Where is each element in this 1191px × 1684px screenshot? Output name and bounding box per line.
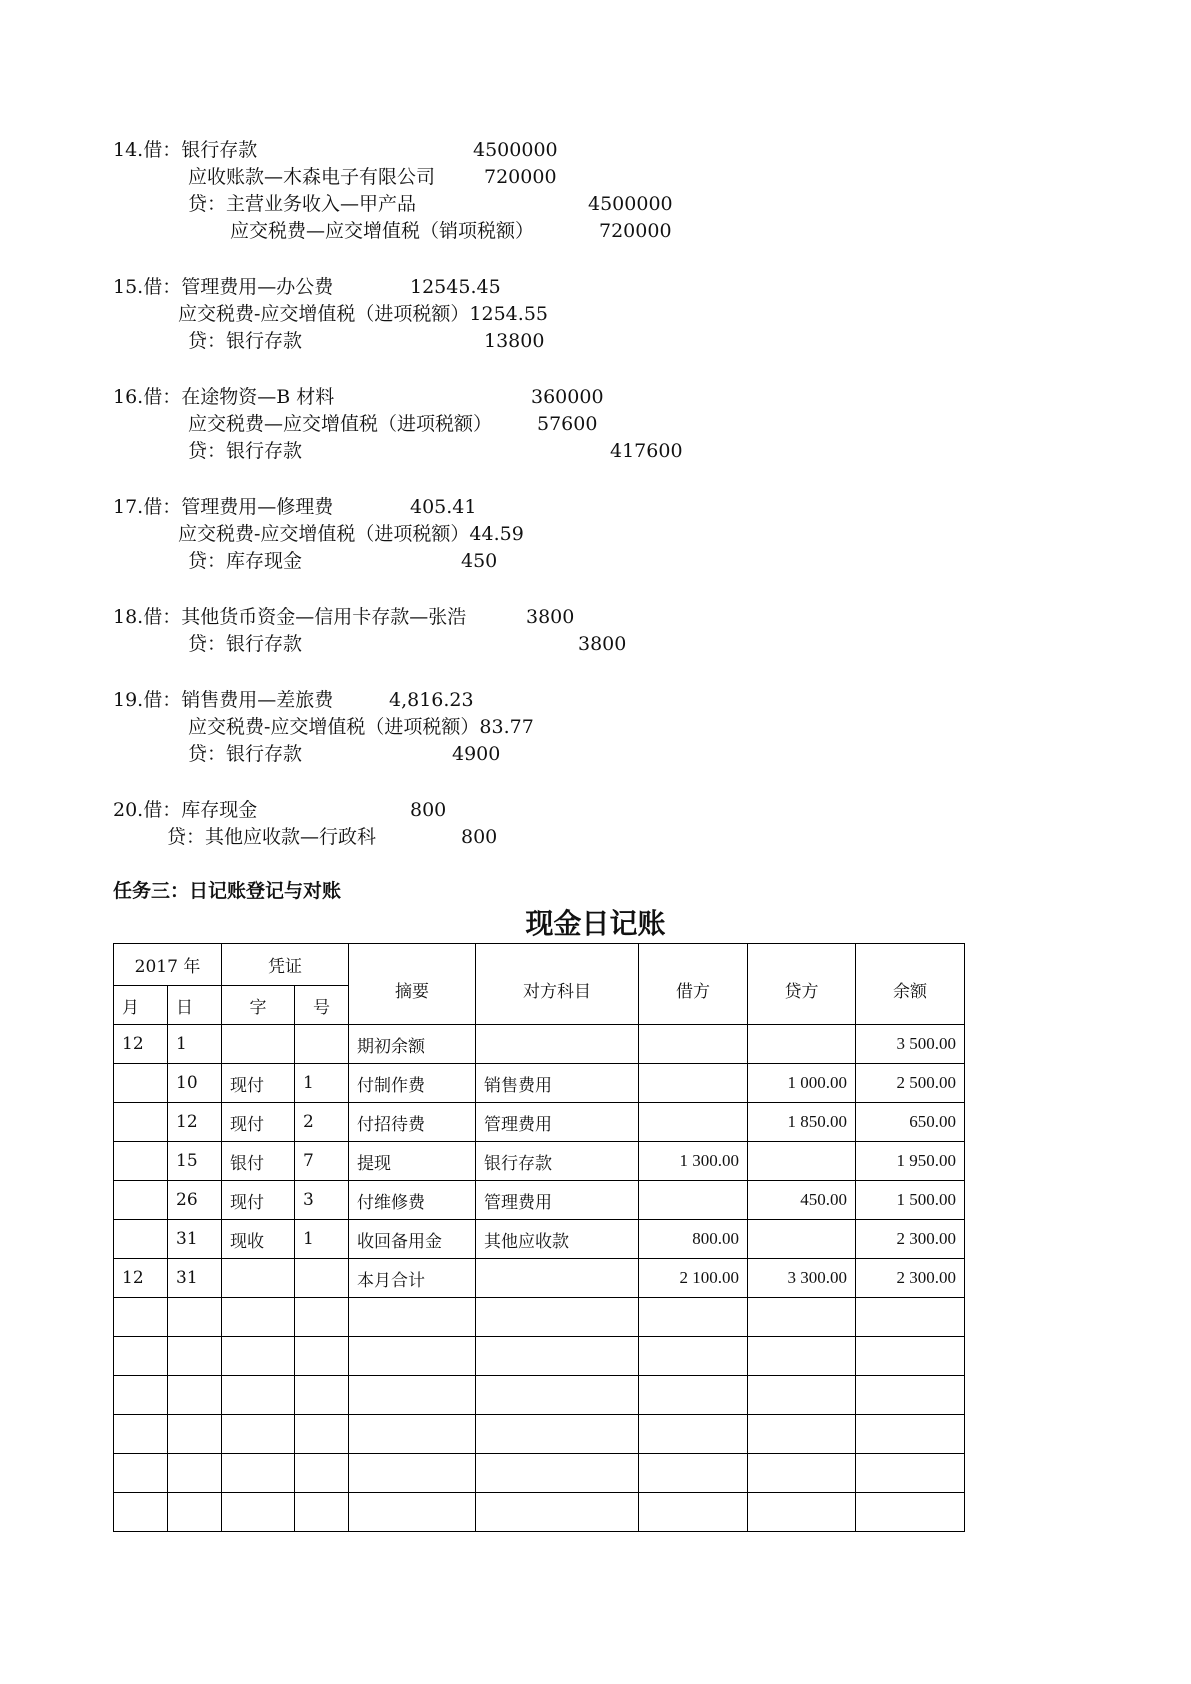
entry-line: 14.借：银行存款 xyxy=(113,139,258,161)
table-row xyxy=(114,1064,965,1103)
cell-balance xyxy=(856,1493,965,1532)
cell-balance: 2 500.00 xyxy=(856,1064,965,1103)
entry-amount: 4500000 xyxy=(473,139,558,161)
entry-amount: 3800 xyxy=(526,606,575,628)
table-row xyxy=(114,1181,965,1220)
cell-voucher-number xyxy=(295,1025,349,1064)
cell-voucher-type xyxy=(222,1337,295,1376)
table-row xyxy=(114,1025,965,1064)
cell-balance xyxy=(856,1454,965,1493)
cell-debit: 2 100.00 xyxy=(639,1259,748,1298)
entry-line: 贷：银行存款 xyxy=(188,743,303,765)
entry-line: 贷：主营业务收入—甲产品 xyxy=(188,193,417,215)
cell-credit xyxy=(748,1298,856,1337)
cell-day xyxy=(168,1298,222,1337)
cell-credit xyxy=(748,1415,856,1454)
cell-balance xyxy=(856,1415,965,1454)
table-row xyxy=(114,1220,965,1259)
entry-line: 贷：银行存款 xyxy=(188,330,303,352)
cell-summary: 收回备用金 xyxy=(349,1220,476,1259)
cell-debit xyxy=(639,1415,748,1454)
table-row xyxy=(114,1454,965,1493)
cell-credit: 450.00 xyxy=(748,1181,856,1220)
cell-month xyxy=(114,1181,168,1220)
header-credit: 贷方 xyxy=(748,944,856,1025)
entry-amount: 4,816.23 xyxy=(389,689,474,711)
cell-counter-account xyxy=(476,1454,639,1493)
cell-counter-account xyxy=(476,1259,639,1298)
entry-amount: 800 xyxy=(410,799,447,821)
cell-voucher-type xyxy=(222,1298,295,1337)
cell-summary xyxy=(349,1298,476,1337)
cell-voucher-number xyxy=(295,1454,349,1493)
cell-debit xyxy=(639,1298,748,1337)
entry-line: 贷：其他应收款—行政科 xyxy=(167,826,377,848)
cell-voucher-number xyxy=(295,1298,349,1337)
cell-voucher-number: 7 xyxy=(295,1142,349,1181)
entry-line: 应交税费-应交增值税（进项税额）1254.55 xyxy=(178,303,548,325)
entry-line: 贷：库存现金 xyxy=(188,550,303,572)
entry-amount: 360000 xyxy=(531,386,604,408)
cell-month xyxy=(114,1142,168,1181)
cell-debit: 800.00 xyxy=(639,1220,748,1259)
cell-credit xyxy=(748,1337,856,1376)
ledger-title: 现金日记账 xyxy=(525,907,666,940)
cell-voucher-number xyxy=(295,1376,349,1415)
entry-amount: 417600 xyxy=(610,440,683,462)
cell-balance: 2 300.00 xyxy=(856,1259,965,1298)
cell-debit xyxy=(639,1493,748,1532)
cell-day: 1 xyxy=(168,1025,222,1064)
cell-summary: 期初余额 xyxy=(349,1025,476,1064)
cell-balance: 1 500.00 xyxy=(856,1181,965,1220)
cell-credit: 1 000.00 xyxy=(748,1064,856,1103)
cell-credit xyxy=(748,1025,856,1064)
cell-counter-account xyxy=(476,1376,639,1415)
header-month: 月 xyxy=(114,986,168,1025)
cell-month xyxy=(114,1454,168,1493)
cell-voucher-number xyxy=(295,1493,349,1532)
cell-month xyxy=(114,1103,168,1142)
cell-summary: 付维修费 xyxy=(349,1181,476,1220)
entry-line: 贷：银行存款 xyxy=(188,440,303,462)
table-row xyxy=(114,1415,965,1454)
cell-summary: 付招待费 xyxy=(349,1103,476,1142)
cell-debit xyxy=(639,1337,748,1376)
entry-amount: 57600 xyxy=(537,413,598,435)
cell-debit xyxy=(639,1454,748,1493)
entry-amount: 720000 xyxy=(599,220,672,242)
entry-amount: 4500000 xyxy=(588,193,673,215)
cell-day xyxy=(168,1454,222,1493)
cell-counter-account xyxy=(476,1337,639,1376)
cell-day: 26 xyxy=(168,1181,222,1220)
table-row xyxy=(114,1376,965,1415)
cell-summary xyxy=(349,1415,476,1454)
cell-summary: 本月合计 xyxy=(349,1259,476,1298)
cell-summary xyxy=(349,1376,476,1415)
entry-line: 应交税费—应交增值税（进项税额） xyxy=(188,413,493,435)
cell-month: 12 xyxy=(114,1025,168,1064)
cell-counter-account: 管理费用 xyxy=(476,1103,639,1142)
cell-day: 31 xyxy=(168,1220,222,1259)
cell-balance: 1 950.00 xyxy=(856,1142,965,1181)
table-row xyxy=(114,1337,965,1376)
cell-day xyxy=(168,1337,222,1376)
entry-line: 应交税费—应交增值税（销项税额） xyxy=(230,220,535,242)
cell-credit xyxy=(748,1142,856,1181)
cell-voucher-type xyxy=(222,1376,295,1415)
cell-credit xyxy=(748,1376,856,1415)
cell-voucher-number xyxy=(295,1259,349,1298)
cell-month xyxy=(114,1220,168,1259)
entry-amount: 450 xyxy=(461,550,498,572)
cell-counter-account: 销售费用 xyxy=(476,1064,639,1103)
cell-voucher-number: 3 xyxy=(295,1181,349,1220)
cell-voucher-number: 1 xyxy=(295,1064,349,1103)
cell-counter-account xyxy=(476,1025,639,1064)
cell-summary: 提现 xyxy=(349,1142,476,1181)
entry-line: 应交税费-应交增值税（进项税额）83.77 xyxy=(188,716,534,738)
entry-line: 15.借：管理费用—办公费 xyxy=(113,276,334,298)
cell-day: 15 xyxy=(168,1142,222,1181)
entry-amount: 3800 xyxy=(578,633,627,655)
cell-day: 12 xyxy=(168,1103,222,1142)
cell-day xyxy=(168,1376,222,1415)
cell-credit xyxy=(748,1454,856,1493)
header-debit: 借方 xyxy=(639,944,748,1025)
cell-day: 10 xyxy=(168,1064,222,1103)
cell-month xyxy=(114,1064,168,1103)
header-day: 日 xyxy=(168,986,222,1025)
header-year: 2017 年 xyxy=(114,944,222,986)
cell-summary xyxy=(349,1454,476,1493)
cell-voucher-type: 现付 xyxy=(222,1181,295,1220)
cell-voucher-number: 1 xyxy=(295,1220,349,1259)
table-row xyxy=(114,1298,965,1337)
cell-debit xyxy=(639,1025,748,1064)
ledger-body xyxy=(114,1025,965,1532)
cell-balance: 2 300.00 xyxy=(856,1220,965,1259)
table-row xyxy=(114,1259,965,1298)
cell-day xyxy=(168,1415,222,1454)
header-number: 号 xyxy=(295,986,349,1025)
cell-voucher-type: 银付 xyxy=(222,1142,295,1181)
cell-month xyxy=(114,1376,168,1415)
header-counter-account: 对方科目 xyxy=(476,944,639,1025)
cell-month xyxy=(114,1493,168,1532)
cell-voucher-type xyxy=(222,1493,295,1532)
cell-balance xyxy=(856,1298,965,1337)
cell-summary xyxy=(349,1337,476,1376)
cell-voucher-number xyxy=(295,1415,349,1454)
cash-journal-table xyxy=(113,943,965,1532)
entry-line: 16.借：在途物资—B 材料 xyxy=(113,386,335,408)
section-heading: 任务三：日记账登记与对账 xyxy=(113,880,342,902)
table-row xyxy=(114,1103,965,1142)
entry-line: 贷：银行存款 xyxy=(188,633,303,655)
cell-counter-account: 银行存款 xyxy=(476,1142,639,1181)
cell-day: 31 xyxy=(168,1259,222,1298)
cell-balance: 650.00 xyxy=(856,1103,965,1142)
entry-amount: 405.41 xyxy=(410,496,477,518)
cell-month xyxy=(114,1298,168,1337)
entry-amount: 720000 xyxy=(484,166,557,188)
header-balance: 余额 xyxy=(856,944,965,1025)
entry-line: 17.借：管理费用—修理费 xyxy=(113,496,334,518)
entry-line: 应收账款—木森电子有限公司 xyxy=(188,166,436,188)
cell-credit xyxy=(748,1493,856,1532)
cell-counter-account xyxy=(476,1493,639,1532)
entry-amount: 800 xyxy=(461,826,498,848)
cell-voucher-type xyxy=(222,1415,295,1454)
entry-line: 19.借：销售费用—差旅费 xyxy=(113,689,334,711)
cell-voucher-type xyxy=(222,1025,295,1064)
cell-credit xyxy=(748,1220,856,1259)
header-type: 字 xyxy=(222,986,295,1025)
cell-counter-account: 管理费用 xyxy=(476,1181,639,1220)
entry-line: 18.借：其他货币资金—信用卡存款—张浩 xyxy=(113,606,467,628)
header-summary: 摘要 xyxy=(349,944,476,1025)
cell-balance xyxy=(856,1337,965,1376)
cell-debit xyxy=(639,1103,748,1142)
table-row xyxy=(114,1142,965,1181)
cell-day xyxy=(168,1493,222,1532)
header-voucher: 凭证 xyxy=(222,944,349,986)
cell-voucher-type xyxy=(222,1259,295,1298)
cell-voucher-type xyxy=(222,1454,295,1493)
table-row xyxy=(114,1493,965,1532)
cell-month xyxy=(114,1337,168,1376)
cell-debit: 1 300.00 xyxy=(639,1142,748,1181)
cell-voucher-type: 现付 xyxy=(222,1064,295,1103)
cell-voucher-type: 现付 xyxy=(222,1103,295,1142)
cell-counter-account: 其他应收款 xyxy=(476,1220,639,1259)
cell-summary xyxy=(349,1493,476,1532)
cell-month: 12 xyxy=(114,1259,168,1298)
cell-voucher-number xyxy=(295,1337,349,1376)
entry-line: 20.借：库存现金 xyxy=(113,799,258,821)
cell-counter-account xyxy=(476,1415,639,1454)
cell-credit: 1 850.00 xyxy=(748,1103,856,1142)
cell-voucher-type: 现收 xyxy=(222,1220,295,1259)
cell-summary: 付制作费 xyxy=(349,1064,476,1103)
cell-voucher-number: 2 xyxy=(295,1103,349,1142)
entry-line: 应交税费-应交增值税（进项税额）44.59 xyxy=(178,523,524,545)
entry-amount: 4900 xyxy=(452,743,501,765)
cell-debit xyxy=(639,1064,748,1103)
cell-counter-account xyxy=(476,1298,639,1337)
entry-amount: 13800 xyxy=(484,330,545,352)
cell-balance: 3 500.00 xyxy=(856,1025,965,1064)
cell-debit xyxy=(639,1376,748,1415)
cell-credit: 3 300.00 xyxy=(748,1259,856,1298)
entry-amount: 12545.45 xyxy=(410,276,501,298)
cell-month xyxy=(114,1415,168,1454)
header-row xyxy=(114,944,965,986)
cell-balance xyxy=(856,1376,965,1415)
cell-debit xyxy=(639,1181,748,1220)
